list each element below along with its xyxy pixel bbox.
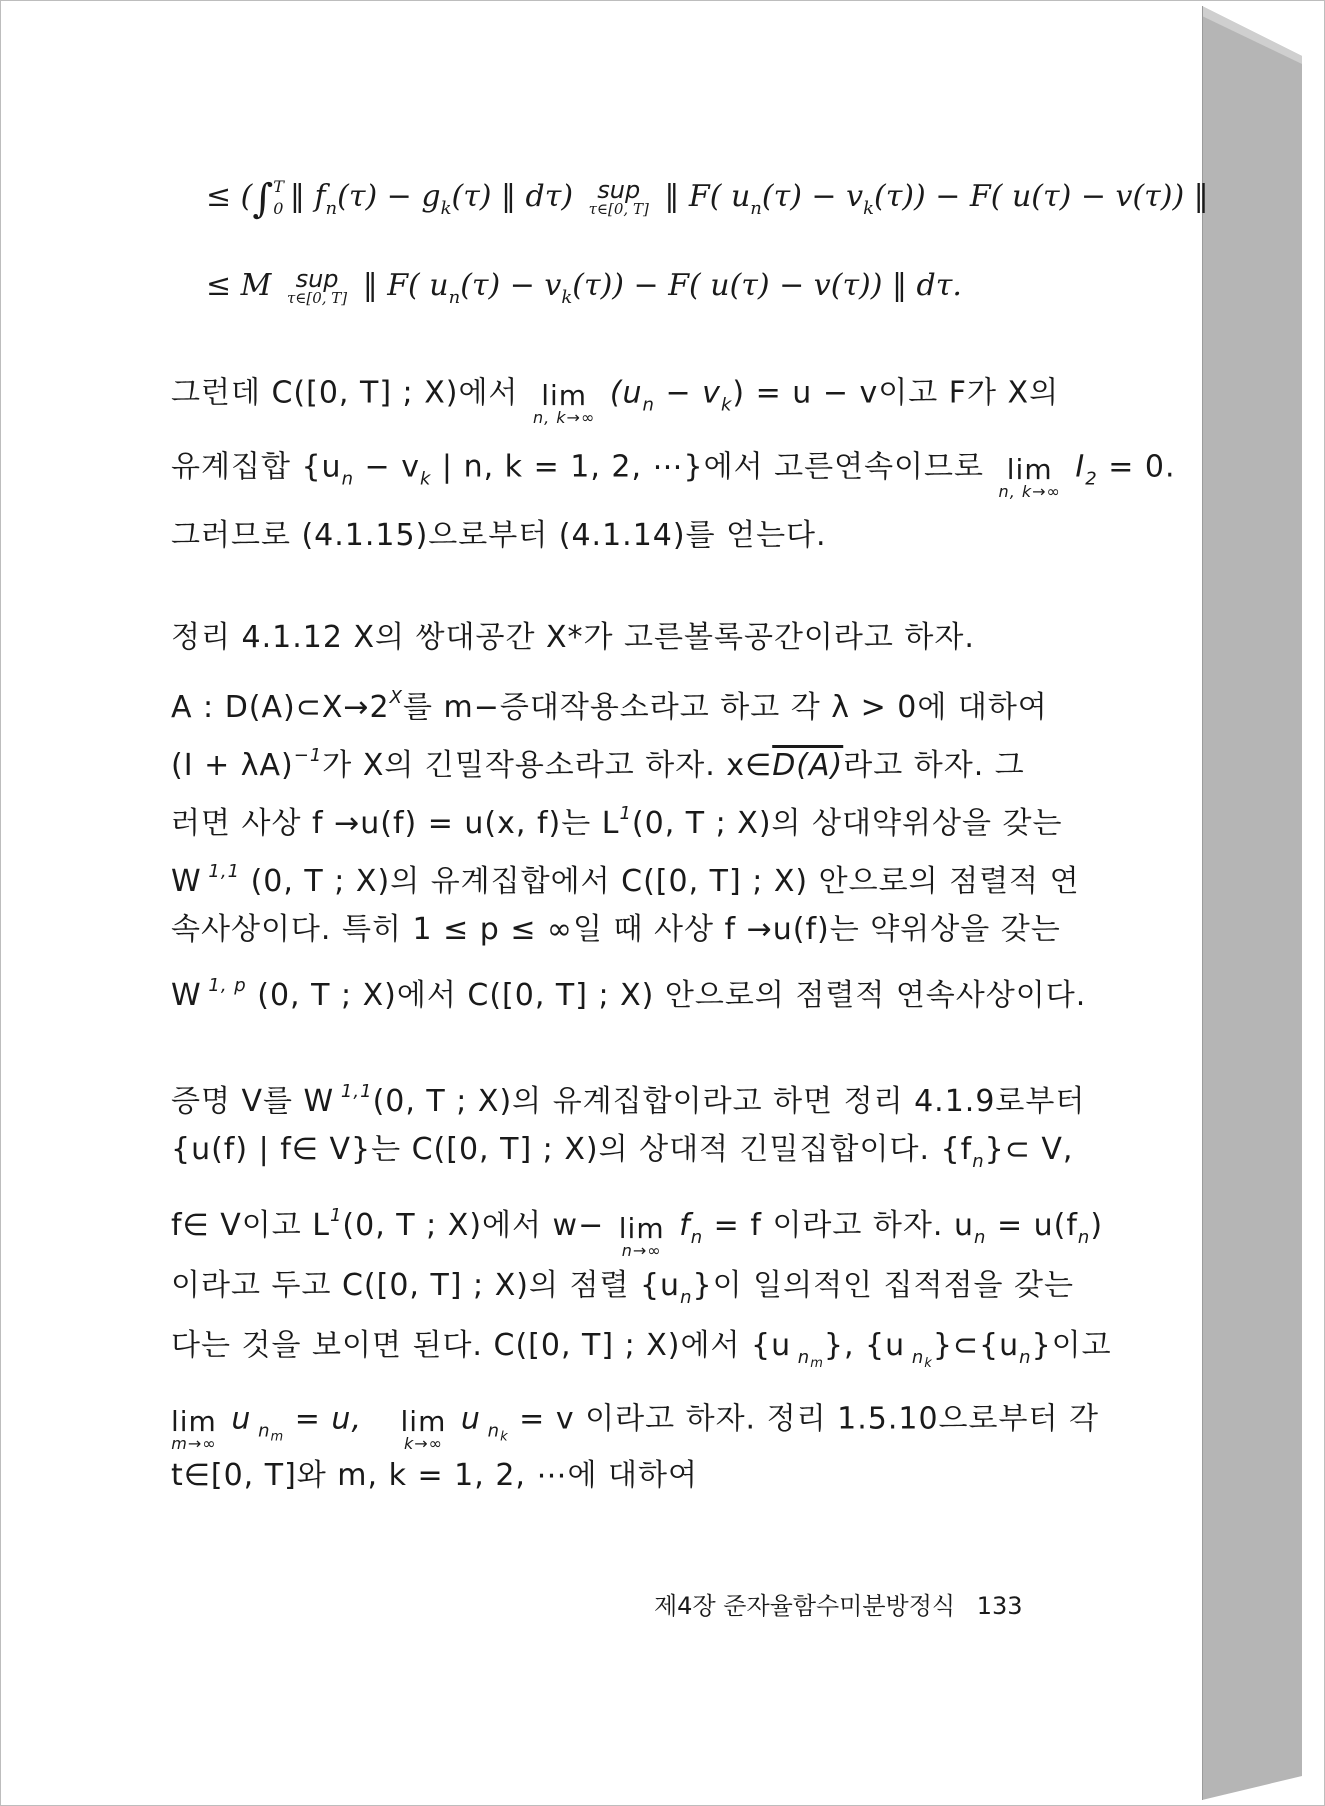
theorem-line-7	[171, 968, 1086, 1014]
proof-l5-subsub2: k	[924, 1356, 933, 1371]
eq1-mid1: (τ) − g	[337, 179, 441, 214]
eq2-sup-bot: τ∈[0, T]	[286, 289, 348, 307]
proof-l3-e-sub: n	[1077, 1227, 1091, 1248]
para1-lim-1-sub: n, k→∞	[532, 408, 596, 427]
theorem-l3-c: 라고 하자. 그	[843, 748, 1025, 783]
proof-l5-sub2: n	[905, 1347, 925, 1368]
integral-limits	[273, 176, 284, 220]
proof-l6-a-subsub: m	[270, 1429, 285, 1445]
proof-lim-2-sub: m→∞	[171, 1434, 217, 1453]
proof-line-1	[171, 1074, 1085, 1120]
proof-l5-c: }⊂{u	[932, 1328, 1020, 1363]
eq1-tail3: (τ)) − F( u(τ) − v(τ)) ‖	[873, 179, 1209, 214]
eq1-lead: ≤ (	[206, 179, 253, 214]
page-number: 133	[976, 1592, 1023, 1620]
theorem-l7-b: (0, T ; X)에서 C([0, T] ; X) 안으로의 점렬적 연속사상이다.	[246, 978, 1087, 1013]
book-page	[6, 6, 1209, 1800]
theorem-l4-b: (0, T ; X)의 상대약위상을 갖는	[631, 806, 1063, 841]
proof-lim-3-top: lim	[400, 1405, 447, 1438]
theorem-l5-b: (0, T ; X)의 유계집합에서 C([0, T] ; X) 안으로의 점렬적 연	[240, 864, 1080, 899]
para1-l2-a: 유계집합 {u	[171, 449, 342, 485]
proof-lim-3	[400, 1405, 447, 1453]
theorem-l3-b: 가 X의 긴밀작용소라고 하자. x∈	[322, 748, 773, 783]
para1-l2-d: I	[1075, 449, 1086, 485]
eq2-sup-top: sup	[295, 265, 339, 293]
book-edge	[1202, 6, 1302, 1800]
para1-l1-c-sub: k	[720, 394, 733, 416]
theorem-line-6	[171, 912, 1061, 948]
para1-lim-2-top: lim	[1006, 453, 1053, 486]
proof-line-7	[171, 1458, 698, 1494]
proof-l5-a: 다는 것을 보이면 된다. C([0, T] ; X)에서 {u	[171, 1328, 792, 1363]
proof-l3-d: = f 이라고 하자. u	[703, 1208, 974, 1243]
para1-line-1	[171, 372, 1060, 427]
para1-l1-a: 그런데 C([0, T] ; X)에서	[171, 375, 519, 411]
equation-line-1	[206, 176, 1209, 227]
para1-line-3	[171, 518, 827, 554]
eq2-v-sub: k	[561, 287, 573, 308]
proof-l6-b: = u,	[284, 1401, 362, 1437]
proof-l6-c: u	[460, 1401, 481, 1437]
theorem-line-2	[171, 680, 1048, 726]
eq2-body3: (τ)) − F( u(τ) − v(τ)) ‖ dτ.	[572, 268, 962, 303]
proof-l3-d-sub: n	[973, 1227, 987, 1248]
theorem-l5-sup: 1,1	[201, 861, 241, 882]
eq1-sup-top: sup	[597, 176, 641, 204]
proof-l5-d: }이고	[1031, 1328, 1112, 1363]
eq1-sup-bot: τ∈[0, T]	[588, 200, 649, 218]
proof-l1-b: (0, T ; X)의 유계집합이라고 하면 정리 4.1.9로부터	[372, 1084, 1086, 1119]
proof-l1-sup: 1,1	[334, 1081, 373, 1102]
para1-l2-b: − v	[353, 449, 420, 485]
para1-l1-b: (u	[609, 375, 643, 411]
proof-lim-2	[171, 1405, 217, 1453]
para1-lim-1-top: lim	[541, 379, 588, 412]
theorem-l3-sup: −1	[293, 745, 323, 766]
proof-l2-sub: n	[972, 1151, 985, 1172]
book-edge-shape	[1202, 6, 1302, 1800]
integral-sign: ∫	[252, 176, 274, 222]
proof-l7: t∈[0, T]와 m, k = 1, 2, ⋯에 대하여	[171, 1458, 698, 1493]
proof-lim-2-top: lim	[171, 1405, 217, 1438]
para1-l3: 그러므로 (4.1.15)으로부터 (4.1.14)를 얻는다.	[171, 518, 827, 553]
theorem-l7-sup: 1, p	[201, 975, 247, 996]
theorem-l4-a: 러면 사상 f →u(f) = u(x, f)는 L	[171, 806, 620, 841]
proof-l3-e: = u(f	[986, 1208, 1078, 1243]
eq2-body2: (τ) − v	[460, 268, 562, 303]
proof-l6-a-sub: n	[251, 1420, 271, 1442]
eq1-tail: ‖ F( u	[664, 179, 751, 214]
proof-l3-c-sub: n	[690, 1227, 704, 1248]
para1-l1-d: ) = u − v이고 F가 X의	[732, 375, 1060, 411]
theorem-line-4	[171, 796, 1062, 842]
theorem-l2-a: A : D(A)⊂X→2	[171, 690, 390, 725]
proof-l5-sub3: n	[1019, 1347, 1032, 1368]
proof-line-4	[171, 1268, 1074, 1316]
theorem-line-3	[171, 738, 1025, 784]
theorem-l6: 속사상이다. 특히 1 ≤ p ≤ ∞일 때 사상 f →u(f)는 약위상을 갖는	[171, 912, 1061, 947]
equation-line-2	[206, 265, 962, 316]
proof-l5-sub1: n	[791, 1347, 811, 1368]
eq1-g-sub: k	[440, 198, 452, 219]
proof-l4-sub: n	[680, 1287, 693, 1308]
proof-lim-1-top: lim	[618, 1211, 665, 1245]
eq1-f-sub: n	[325, 198, 338, 219]
para1-l1-c: − v	[654, 375, 721, 411]
proof-l3-b: (0, T ; X)에서 w−	[342, 1208, 605, 1243]
proof-l2-b: }⊂ V,	[984, 1132, 1074, 1167]
eq1-u-sub: n	[750, 198, 762, 219]
para1-lim-2-sub: n, k→∞	[998, 482, 1061, 501]
para1-l2-d-sub: 2	[1085, 468, 1098, 490]
proof-l6-c-sub: n	[480, 1420, 501, 1442]
theorem-l2-b: 를 m−증대작용소라고 하고 각 λ > 0에 대하여	[403, 690, 1048, 725]
theorem-line-1	[171, 620, 975, 656]
para1-l2-e: = 0.	[1097, 449, 1176, 485]
para1-l2-a-sub: n	[341, 468, 354, 490]
proof-lim-1	[618, 1211, 665, 1260]
theorem-l2-sup: X	[389, 687, 403, 708]
para1-l2-c: | n, k = 1, 2, ⋯}에서 고른연속이므로	[431, 449, 984, 485]
proof-l5-subsub1: m	[810, 1356, 824, 1371]
proof-l3-f: )	[1090, 1208, 1104, 1243]
eq2-lead: ≤ M	[206, 268, 272, 303]
proof-l3-sup: 1	[329, 1205, 343, 1226]
proof-l4-b: }이 일의적인 집적점을 갖는	[692, 1268, 1074, 1303]
para1-lim-1	[532, 379, 596, 427]
integral-upper: T	[273, 177, 284, 196]
eq2-u-sub: n	[448, 287, 461, 308]
para1-l2-b-sub: k	[419, 468, 432, 490]
para1-l1-b-sub: n	[642, 394, 655, 416]
eq1-mid2: (τ) ‖ dτ)	[451, 179, 574, 214]
proof-l2: {u(f) | f∈ V}는 C([0, T] ; X)의 상대적 긴밀집합이다. {f	[171, 1132, 973, 1167]
theorem-l3-a: (I + λA)	[171, 748, 294, 783]
proof-l6-c-subsub: k	[500, 1429, 509, 1445]
theorem-line-5	[171, 854, 1080, 900]
theorem-l5-a: W	[171, 864, 202, 899]
eq1-v-sub: k	[863, 198, 874, 219]
proof-l3-a: f∈ V이고 L	[171, 1208, 330, 1243]
theorem-closure: D(A)	[772, 748, 844, 783]
proof-l6-d: = v 이라고 하자. 정리 1.5.10으로부터 각	[508, 1401, 1099, 1437]
eq2-body: ‖ F( u	[362, 268, 449, 303]
para1-line-2	[171, 446, 1176, 501]
eq1-tail2: (τ) − v	[761, 179, 864, 214]
proof-line-6	[171, 1398, 1099, 1456]
eq1-integrand: ‖ f	[289, 179, 326, 214]
proof-l3-c: f	[679, 1208, 691, 1243]
proof-lim-3-sub: k→∞	[403, 1434, 443, 1453]
eq2-sup	[286, 265, 348, 307]
chapter-title: 제4장 준자율함수미분방정식	[654, 1592, 956, 1620]
page-footer	[654, 1586, 1023, 1621]
proof-l5-b: }, {u	[823, 1328, 906, 1363]
proof-l6-a: u	[231, 1401, 252, 1437]
proof-line-3	[171, 1198, 1104, 1260]
proof-line-2	[171, 1132, 1073, 1180]
integral-lower: 0	[273, 199, 284, 218]
theorem-title: 정리 4.1.12 X의 쌍대공간 X*가 고른볼록공간이라고 하자.	[171, 620, 975, 655]
theorem-l7-a: W	[171, 978, 202, 1013]
proof-l1-a: 증명 V를 W	[171, 1084, 335, 1119]
para1-lim-2	[998, 453, 1061, 501]
proof-l4-a: 이라고 두고 C([0, T] ; X)의 점렬 {u	[171, 1268, 681, 1303]
eq1-sup	[588, 176, 649, 218]
proof-lim-1-sub: n→∞	[621, 1240, 662, 1260]
proof-line-5	[171, 1328, 1112, 1382]
theorem-l4-sup: 1	[619, 803, 632, 824]
